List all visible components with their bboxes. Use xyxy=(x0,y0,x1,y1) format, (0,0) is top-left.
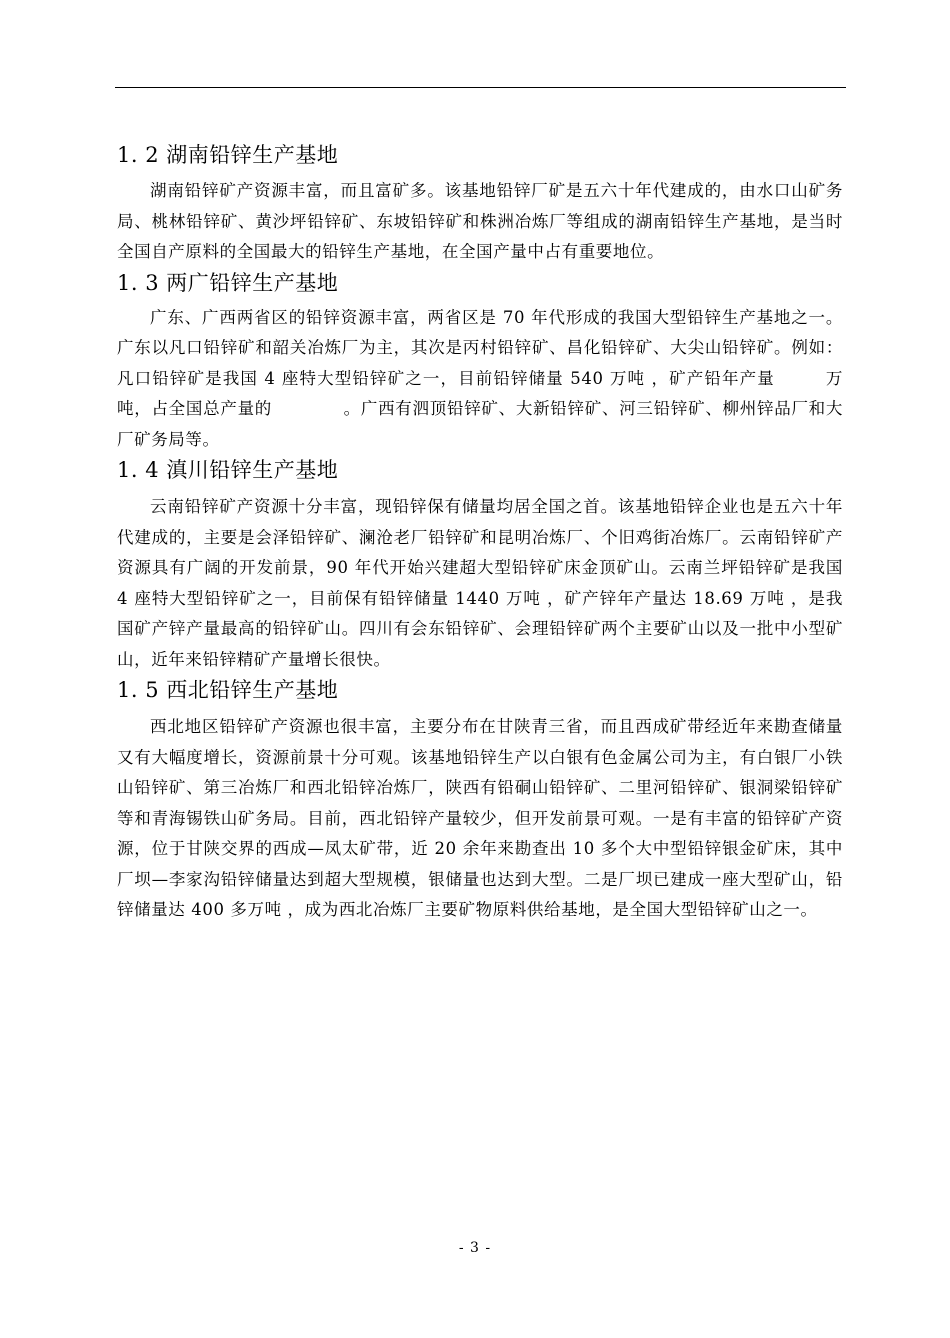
header-rule xyxy=(115,87,846,88)
page-number: - 3 - xyxy=(458,1240,492,1256)
section-body-1-5: 西北地区铅锌矿产资源也很丰富，主要分布在甘陕青三省，而且西成矿带经近年来勘查储量又有大幅度增长，资源前景十分可观。该基地铅锌生产以白银有色金属公司为主，有白银厂小铁山铅锌矿、第三冶炼厂和西北铅锌冶炼厂，陕西有铅硐山铅锌矿、二里河铅锌矿、银洞梁铅锌矿等和青海锡铁山矿务局。目前，西北铅锌产量较少，但开发前景可观。一是有丰富的铅锌矿产资源，位于甘陕交界的西成—凤太矿带，近 20 余年来勘查出 10 多个大中型铅锌银金矿床，其中厂坝—李家沟铅锌储量达到超大型规模，银储量也达到大型。二是厂坝已建成一座大型矿山，铅锌储量达 400 多万吨 ，成为西北冶炼厂主要矿物原料供给基地，是全国大型铅锌矿山之一。 xyxy=(117,717,843,919)
section-heading-1-4: 1. 4 滇川铅锌生产基地 xyxy=(117,458,339,482)
section-body-1-4: 云南铅锌矿产资源十分丰富，现铅锌保有储量均居全国之首。该基地铅锌企业也是五六十年代建成的，主要是会泽铅锌矿、澜沧老厂铅锌矿和昆明冶炼厂、个旧鸡街冶炼厂。云南铅锌矿产资源具有广阔的开发前景，90 年代开始兴建超大型铅锌矿床金顶矿山。云南兰坪铅锌矿是我国 4 座特大型铅锌矿之一，目前保有铅锌储量 1440 万吨 ，矿产锌年产量达 18.69 万吨 ，是我国矿产锌产量最高的铅锌矿山。四川有会东铅锌矿、会理铅锌矿两个主要矿山以及一批中小型矿山，近年来铅锌精矿产量增长很快。 xyxy=(117,497,843,669)
section-body-1-2: 湖南铅锌矿产资源丰富，而且富矿多。该基地铅锌厂矿是五六十年代建成的，由水口山矿务局、桃林铅锌矿、黄沙坪铅锌矿、东坡铅锌矿和株洲冶炼厂等组成的湖南铅锌生产基地，是当时全国自产原料的全国最大的铅锌生产基地，在全国产量中占有重要地位。 xyxy=(117,181,843,261)
section-heading-1-2: 1. 2 湖南铅锌生产基地 xyxy=(117,143,339,167)
section-body-1-3: 广东、广西两省区的铅锌资源丰富，两省区是 70 年代形成的我国大型铅锌生产基地之一。广东以凡口铅锌矿和韶关冶炼厂为主，其次是丙村铅锌矿、昌化铅锌矿、大尖山铅锌矿。例如：凡口铅锌矿是我国 4 座特大型铅锌矿之一，目前铅锌储量 540 万吨 ，矿产铅年产量 万吨，占全国总产量的 。广西有泗顶铅锌矿、大新铅锌矿、河三铅锌矿、柳州锌品厂和大厂矿务局等。 xyxy=(117,307,843,449)
section-heading-1-3: 1. 3 两广铅锌生产基地 xyxy=(117,270,339,295)
page-content xyxy=(117,138,843,926)
section-heading-1-5: 1. 5 西北铅锌生产基地 xyxy=(117,678,339,702)
